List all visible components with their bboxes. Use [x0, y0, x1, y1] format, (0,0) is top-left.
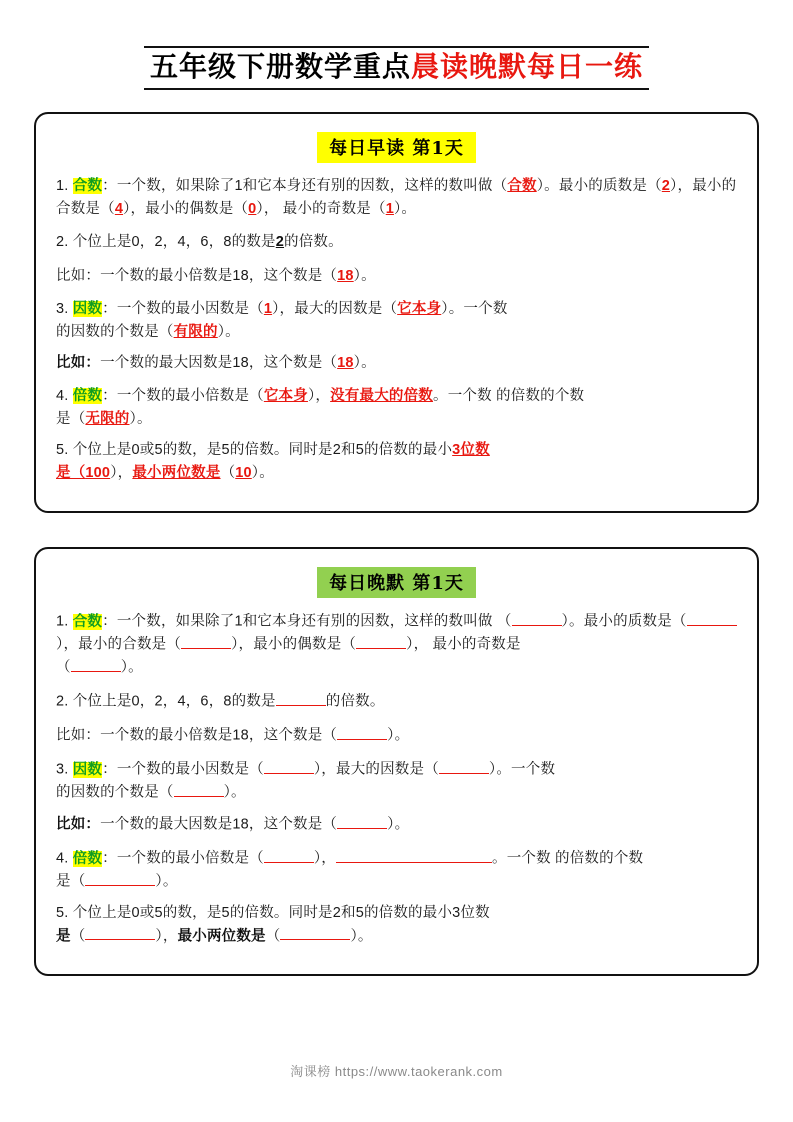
evening-dictation-card: [34, 547, 759, 976]
answer-blank[interactable]: [337, 813, 387, 829]
item-2: [56, 231, 737, 253]
answer-blank[interactable]: [276, 690, 326, 706]
item-7-number: 5.: [56, 442, 69, 459]
item-1-text-6: ）。: [393, 200, 417, 217]
answer-blank[interactable]: [71, 656, 121, 672]
evening-dictation-heading: [56, 567, 737, 598]
item-6-answer-2: 没有最大的倍数: [330, 388, 434, 405]
answer-blank[interactable]: [181, 633, 231, 649]
item-1-text-1: 一个数，如果除了1和它本身还有别的因数，这样的数叫做 （: [116, 613, 512, 630]
morning-reading-heading-label: 每日早读 第1天: [317, 132, 476, 163]
item-7-answer-1: 3位数: [452, 442, 490, 459]
item-1-text-5: ）， 最小的奇数是: [406, 636, 521, 653]
item-3-text-2: ）。: [387, 727, 410, 744]
item-7-text-5: ）。: [350, 928, 373, 944]
footer-watermark: 淘课榜 https://www.taokerank.com: [290, 1064, 503, 1079]
item-2-text-1: 个位上是0，2，4，6，8的数是: [72, 693, 276, 710]
item-7-text-3: ），: [155, 928, 178, 944]
item-6-answer-3: 无限的: [85, 410, 130, 427]
item-6-text-4: 是（: [56, 873, 86, 890]
item-5-text-1: 一个数的最大因数是18，这个数是（: [100, 816, 338, 833]
item-6-colon: ：: [102, 850, 117, 867]
item-1-text-2: ）。最小的质数是（: [536, 178, 662, 195]
item-6-keyword: 倍数: [72, 850, 103, 867]
item-4-answer-3: 有限的: [173, 323, 218, 340]
item-7-answer-2: 100: [85, 464, 111, 481]
item-1-text-4: ），最小的偶数是（: [123, 200, 249, 217]
item-5-prefix: 比如：: [56, 355, 101, 371]
answer-blank[interactable]: [356, 633, 406, 649]
item-7-text-2: 是（: [56, 464, 86, 481]
item-4: [56, 298, 737, 343]
answer-blank[interactable]: [439, 758, 489, 774]
item-1-answer-2: 2: [661, 178, 671, 195]
item-5-text-2: ）。: [387, 816, 410, 833]
item-1: [56, 610, 737, 679]
item-6: [56, 385, 737, 430]
item-1: [56, 175, 737, 220]
item-6-number: 4.: [56, 850, 69, 867]
item-2: [56, 690, 737, 713]
item-7-text-4: （: [265, 928, 281, 944]
item-7-answer-3: 最小两位数是: [132, 464, 221, 481]
item-1-text-3: ），最小的合数是（: [56, 178, 737, 217]
item-2-text-2: 的倍数。: [284, 234, 343, 251]
item-2-text-2: 的倍数。: [325, 693, 385, 710]
item-7-prefix-2: 最小两位数是: [177, 928, 266, 944]
item-6: [56, 847, 737, 893]
item-4-number: 3.: [56, 761, 69, 778]
item-3-answer-1: 18: [337, 267, 354, 284]
answer-blank[interactable]: [264, 847, 314, 863]
item-1-answer-5: 1: [385, 200, 394, 217]
item-2-text-1: 个位上是0，2，4，6，8的数是: [72, 234, 276, 251]
item-4-keyword: 因数: [72, 761, 103, 778]
item-4-text-5: ）。: [217, 323, 240, 340]
item-4-colon: ：: [102, 301, 117, 318]
item-6-number: 4.: [56, 388, 69, 405]
item-1-text-6: （: [56, 659, 71, 676]
item-5-answer-1: 18: [337, 355, 354, 371]
item-4-answer-1: 1: [263, 301, 273, 318]
item-1-text-3: ），最小的合数是（: [56, 636, 182, 653]
answer-blank[interactable]: [280, 925, 350, 941]
item-4: [56, 758, 737, 804]
item-6-text-2: ），: [313, 850, 336, 867]
answer-blank[interactable]: [512, 610, 562, 626]
item-4-text-1: 一个数的最小因数是（: [116, 301, 264, 318]
answer-blank[interactable]: [174, 781, 224, 797]
item-3: [56, 265, 737, 287]
item-1-number: 1.: [56, 178, 69, 195]
item-6-keyword: 倍数: [72, 388, 103, 405]
item-1-answer-3: 4: [114, 200, 124, 217]
item-6-text-2: ），: [307, 388, 331, 405]
item-4-text-3: ）。一个数: [441, 301, 508, 318]
item-1-text-7: ）。: [120, 659, 143, 676]
item-7-text-1: 个位上是0或5的数，是5的倍数。同时是2和5的倍数的最小: [72, 442, 453, 459]
answer-blank[interactable]: [264, 758, 314, 774]
title-box: [144, 46, 649, 90]
item-4-number: 3.: [56, 301, 69, 318]
item-1-colon: ：: [102, 178, 117, 195]
item-7-prefix-1: 是: [56, 928, 71, 944]
item-6-text-5: ）。: [129, 410, 152, 427]
item-4-colon: ：: [102, 761, 117, 778]
title-red-part: 晨读晚默每日一练: [411, 50, 644, 83]
item-7-text-3: ），: [110, 464, 133, 481]
item-1-keyword: 合数: [72, 613, 103, 630]
item-1-answer-4: 0: [248, 200, 257, 217]
item-4-text-4: 的因数的个数是（: [56, 323, 174, 340]
item-1-answer-1: 合数: [507, 178, 537, 195]
item-4-text-2: ），最大的因数是（: [313, 761, 439, 778]
item-3: [56, 724, 737, 747]
item-6-answer-1: 它本身: [263, 388, 308, 405]
item-1-text-5: ）， 最小的奇数是（: [256, 200, 386, 217]
item-3-text-2: ）。: [353, 267, 376, 284]
item-7: [56, 439, 737, 484]
item-4-answer-2: 它本身: [397, 301, 442, 318]
page-title: [34, 46, 759, 90]
answer-blank[interactable]: [337, 724, 387, 740]
item-5: [56, 352, 737, 374]
item-6-text-5: ）。: [155, 873, 178, 890]
item-7-answer-4: 10: [235, 464, 252, 481]
item-7-number: 5.: [56, 905, 69, 922]
morning-reading-heading: [56, 132, 737, 163]
item-1-keyword: 合数: [72, 178, 103, 195]
item-6-text-1: 一个数的最小倍数是（: [116, 850, 264, 867]
item-4-keyword: 因数: [72, 301, 103, 318]
item-1-text-4: ），最小的偶数是（: [231, 636, 357, 653]
item-4-text-2: ），最大的因数是（: [272, 301, 398, 318]
item-3-text-1: 比如：一个数的最小倍数是18，这个数是（: [56, 267, 338, 284]
item-7-text-2: （: [70, 928, 86, 944]
item-6-text-1: 一个数的最小倍数是（: [116, 388, 264, 405]
item-6-text-3: 。一个数 的倍数的个数: [492, 850, 644, 867]
item-4-text-5: ）。: [223, 784, 246, 801]
item-1-text-1: 一个数，如果除了1和它本身还有别的因数，这样的数叫做（: [116, 178, 508, 195]
answer-blank[interactable]: [336, 847, 492, 863]
item-3-text-1: 比如：一个数的最小倍数是18，这个数是（: [56, 727, 338, 744]
item-7-text-5: ）。: [251, 464, 274, 481]
item-6-text-3: 。一个数 的倍数的个数: [433, 388, 585, 405]
evening-dictation-heading-label: 每日晚默 第1天: [317, 567, 476, 598]
item-1-colon: ：: [102, 613, 117, 630]
item-2-number: 2.: [56, 234, 69, 251]
answer-blank[interactable]: [85, 925, 155, 941]
item-7-text-4: （: [220, 464, 236, 481]
title-black-part: 五年级下册数学重点: [149, 50, 411, 83]
item-2-answer-1: 2: [275, 234, 285, 251]
item-7: [56, 902, 737, 947]
answer-blank[interactable]: [687, 610, 737, 626]
item-1-number: 1.: [56, 613, 69, 630]
item-6-text-4: 是（: [56, 410, 86, 427]
item-7-text-1: 个位上是0或5的数，是5的倍数。同时是2和5的倍数的最小3位数: [72, 905, 490, 922]
item-5-prefix: 比如：: [56, 816, 101, 833]
item-1-text-2: ）。最小的质数是（: [561, 613, 687, 630]
item-4-text-3: ）。一个数: [488, 761, 556, 778]
answer-blank[interactable]: [85, 870, 155, 886]
item-4-text-4: 的因数的个数是（: [56, 784, 174, 801]
item-5-text-1: 一个数的最大因数是18，这个数是（: [100, 355, 338, 371]
item-5-text-2: ）。: [353, 355, 376, 371]
item-4-text-1: 一个数的最小因数是（: [116, 761, 264, 778]
item-5: [56, 813, 737, 836]
morning-reading-card: [34, 112, 759, 513]
item-2-number: 2.: [56, 693, 69, 710]
item-6-colon: ：: [102, 388, 117, 405]
